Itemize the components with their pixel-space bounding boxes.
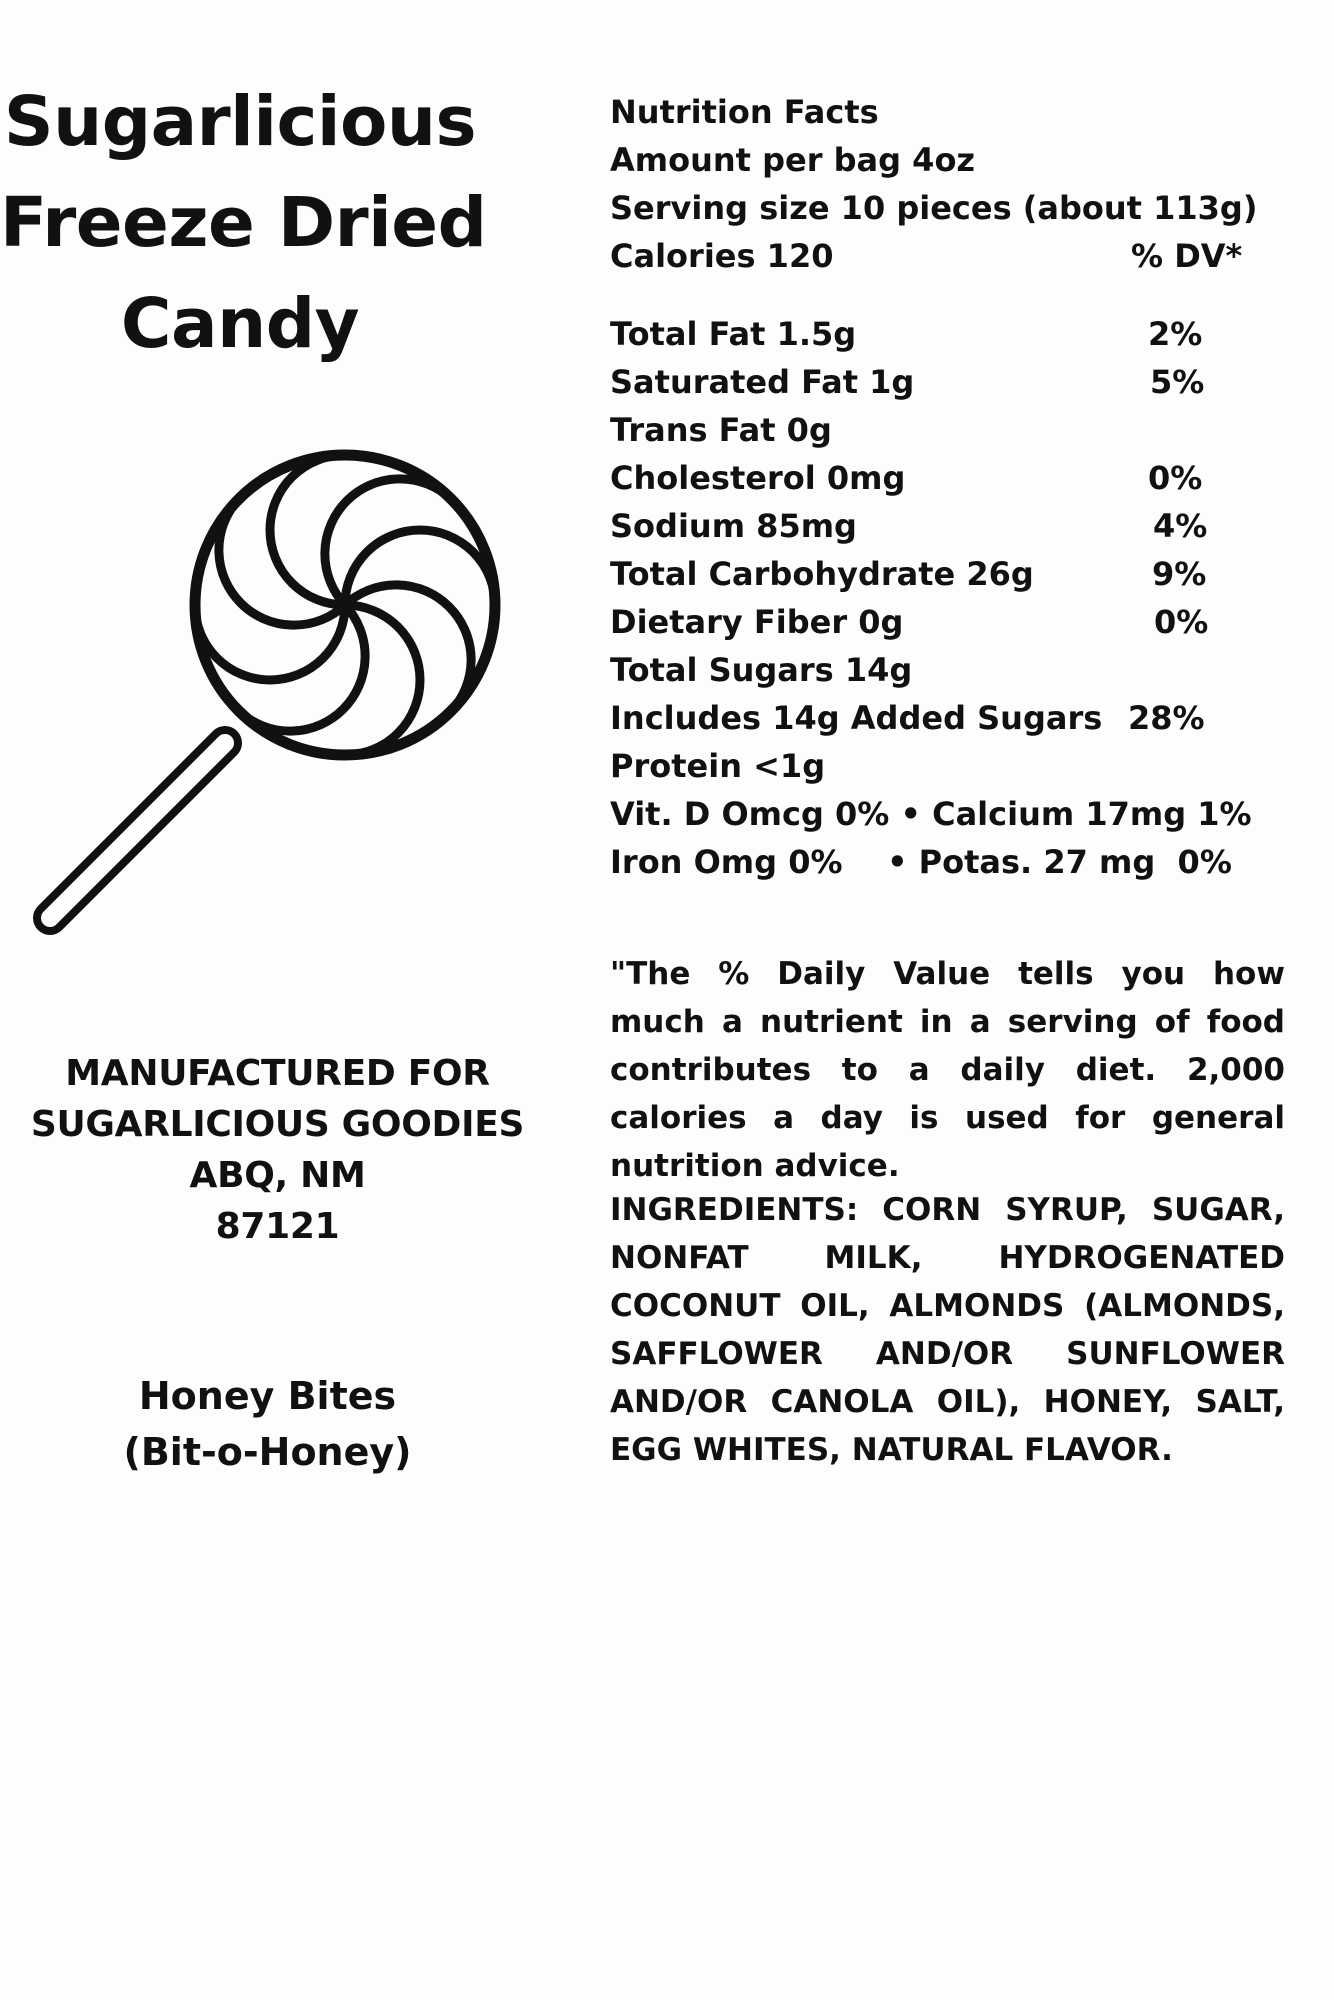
nutrient-dv: 0% [1148,459,1203,497]
nutrient-dv: 28% [1128,699,1205,737]
nutrient-dv: 9% [1152,555,1207,593]
nutrition-header: Nutrition Facts [610,93,879,131]
manufacturer-info [0,1048,555,1252]
nutrient-row [610,694,1290,742]
nutrient-label: Total Carbohydrate 26g [610,555,1034,593]
calories-row [610,232,1290,280]
ingredients-list: INGREDIENTS: CORN SYRUP, SUGAR, NONFAT MILK, HYDROGENATED COCONUT OIL, ALMONDS (ALMONDS, SAFFLOWER AND/OR SUNFLOWER AND/OR CANOLA OIL), HONEY, SALT, EGG WHITES, NATURAL FLAVOR. [610,1192,1285,1468]
nutrient-dv: 2% [1148,315,1203,353]
title-line: Candy [120,284,360,364]
nutrient-dv: 0% [1154,603,1209,641]
product-brand-title [0,72,487,375]
manufacturer-line: ABQ, NM [189,1155,366,1196]
nutrient-row [610,742,1290,790]
product-name: Honey Bites [138,1374,397,1418]
nutrition-facts [610,88,1290,886]
nutrient-label: Cholesterol 0mg [610,459,906,497]
nutrient-row [610,598,1290,646]
vitamins-line: Vit. D Omcg 0% • Calcium 17mg 1% [610,795,1252,833]
nutrient-row [610,550,1290,598]
product-name-block [0,1368,535,1480]
nutrient-row [610,406,1290,454]
title-line: Freeze Dried [0,183,487,263]
nutrient-label: Trans Fat 0g [610,411,832,449]
nutrient-label: Total Sugars 14g [610,651,913,689]
title-line: Sugarlicious [3,82,477,162]
nutrient-label: Sodium 85mg [610,507,857,545]
nutrient-label: Includes 14g Added Sugars [610,699,1103,737]
dv-header: % DV* [1131,237,1243,275]
nutrient-row [610,502,1290,550]
nutrient-dv: 4% [1153,507,1208,545]
nutrient-row [610,454,1290,502]
daily-value-note: "The % Daily Value tells you how much a nutrient in a serving of food contributes to a daily diet. 2,000 calories a day is used for general nutrition advice. [610,956,1285,1184]
nutrient-label: Dietary Fiber 0g [610,603,904,641]
amount-per-bag: Amount per bag 4oz [610,141,976,179]
lollipop-swirl [195,455,495,755]
nutrient-row [610,646,1290,694]
lollipop-stick-inner [50,743,225,918]
serving-size: Serving size 10 pieces (about 113g) [610,189,1258,227]
manufacturer-line: 87121 [215,1206,340,1247]
nutrient-row [610,310,1290,358]
manufacturer-line: SUGARLICIOUS GOODIES [30,1104,525,1145]
manufacturer-line: MANUFACTURED FOR [65,1053,490,1094]
product-alt-name: (Bit-o-Honey) [123,1430,412,1474]
nutrient-row [610,358,1290,406]
nutrient-dv: 5% [1150,363,1205,401]
nutrient-label: Protein <1g [610,747,826,785]
lollipop-icon [10,440,510,940]
nutrient-label: Saturated Fat 1g [610,363,915,401]
nutrient-label: Total Fat 1.5g [610,315,857,353]
calories: Calories 120 [610,237,834,275]
minerals-line: Iron Omg 0% • Potas. 27 mg 0% [610,843,1232,881]
